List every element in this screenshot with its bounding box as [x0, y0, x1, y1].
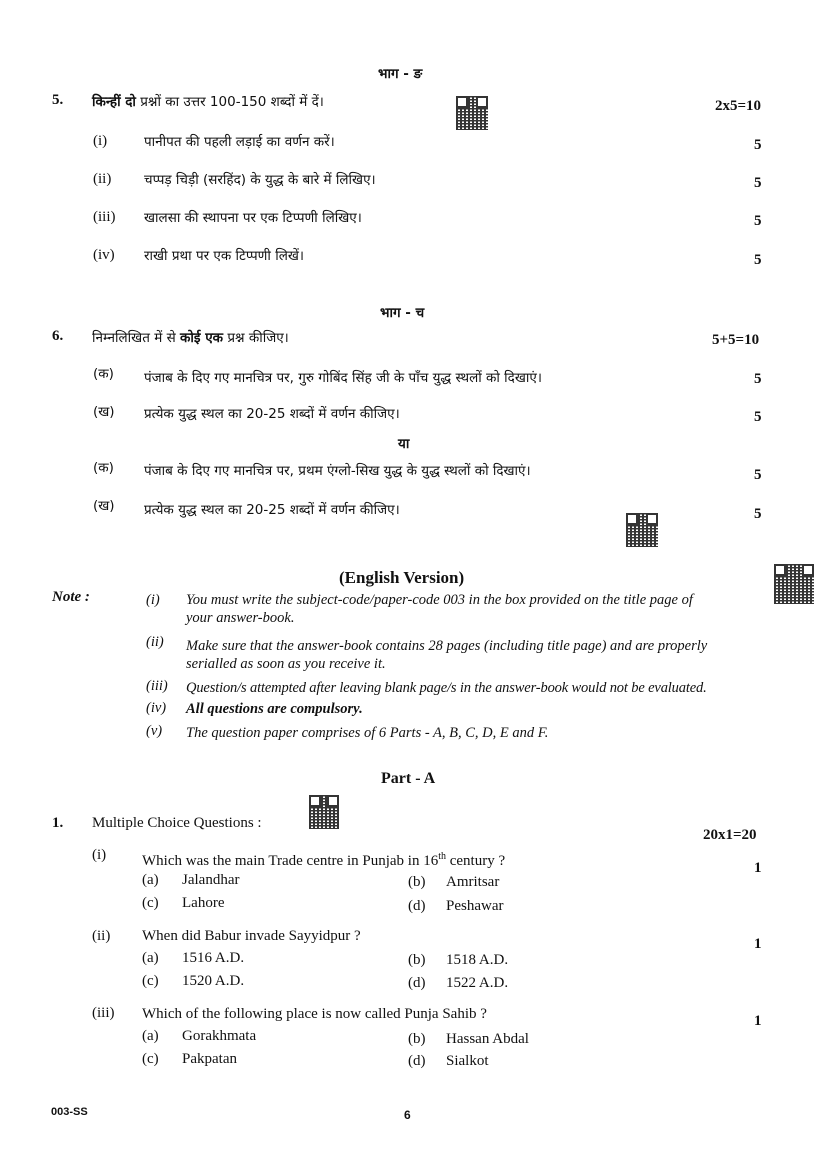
- note-label: Note :: [52, 589, 90, 605]
- question-number: 5.: [52, 92, 64, 108]
- mcq-text-end: century ?: [445, 853, 506, 869]
- option-text: Hassan Abdal: [446, 1031, 529, 1047]
- option-text: Sialkot: [446, 1053, 489, 1069]
- mcq-superscript: th: [438, 851, 446, 862]
- subquestion-text: चप्पड़ चिड़ी (सरहिंद) के युद्ध के बारे में लिखिए।: [144, 172, 376, 188]
- subquestion-marks: 5: [754, 213, 762, 229]
- question-emphasis: किन्हीं दो: [92, 94, 136, 110]
- note-text: serialled as soon as you receive it.: [186, 656, 386, 672]
- subquestion-marks: 5: [754, 252, 762, 268]
- subquestion-number: (क): [93, 460, 114, 476]
- option-label: (c): [142, 1051, 159, 1067]
- subquestion-marks: 5: [754, 467, 762, 483]
- note-number: (i): [146, 592, 160, 608]
- option-label: (a): [142, 872, 159, 888]
- option-label: (d): [408, 975, 426, 991]
- mcq-number: (iii): [92, 1005, 115, 1021]
- mcq-number: (ii): [92, 928, 111, 944]
- option-text: 1516 A.D.: [182, 950, 245, 966]
- note-text: Question/s attempted after leaving blank page/s in the answer-book would not be evaluated.: [186, 680, 707, 696]
- note-number: (ii): [146, 634, 164, 650]
- or-separator: या: [398, 436, 410, 452]
- subquestion-number: (क): [93, 366, 114, 382]
- question-text-rest: प्रश्नों का उत्तर 100-150 शब्दों में दें।: [135, 94, 324, 110]
- question-marks: 20x1=20: [703, 827, 757, 843]
- option-label: (d): [408, 898, 426, 914]
- option-label: (b): [408, 1031, 426, 1047]
- qr-code-icon: [456, 96, 488, 130]
- question-text: Multiple Choice Questions :: [92, 815, 262, 831]
- subquestion-number: (ख): [93, 404, 115, 420]
- subquestion-number: (iv): [93, 247, 115, 263]
- qr-code-icon: [626, 513, 658, 547]
- subquestion-text: पंजाब के दिए गए मानचित्र पर, प्रथम एंग्लो-सिख युद्ध के युद्ध स्थलों को दिखाएं।: [144, 463, 531, 479]
- note-number: (iii): [146, 678, 168, 694]
- option-text: Pakpatan: [182, 1051, 237, 1067]
- option-label: (b): [408, 952, 426, 968]
- page-number: 6: [404, 1108, 411, 1122]
- subquestion-text: पंजाब के दिए गए मानचित्र पर, गुरु गोबिंद सिंह जी के पाँच युद्ध स्थलों को दिखाएं।: [144, 370, 542, 386]
- mcq-text: When did Babur invade Sayyidpur ?: [142, 928, 361, 944]
- mcq-text: [142, 851, 505, 870]
- mcq-marks: 1: [754, 1013, 762, 1029]
- subquestion-text: प्रत्येक युद्ध स्थल का 20-25 शब्दों में वर्णन कीजिए।: [144, 502, 400, 518]
- question-number: 1.: [52, 815, 64, 831]
- mcq-text: Which of the following place is now called Punja Sahib ?: [142, 1006, 487, 1022]
- option-text: 1520 A.D.: [182, 973, 245, 989]
- subquestion-number: (ख): [93, 498, 115, 514]
- question-number: 6.: [52, 328, 64, 344]
- mcq-number: (i): [92, 847, 107, 863]
- note-text: Make sure that the answer-book contains 28 pages (including title page) and are properly: [186, 638, 708, 654]
- option-text: Gorakhmata: [182, 1028, 257, 1044]
- option-label: (c): [142, 973, 159, 989]
- note-text: The question paper comprises of 6 Parts - A, B, C, D, E and F.: [186, 725, 549, 741]
- subquestion-marks: 5: [754, 175, 762, 191]
- part-e-heading: भाग - ङ: [378, 66, 423, 82]
- option-text: Peshawar: [446, 898, 504, 914]
- question-marks: 2x5=10: [715, 98, 762, 114]
- question-text: [92, 92, 324, 110]
- option-label: (c): [142, 895, 159, 911]
- subquestion-marks: 5: [754, 137, 762, 153]
- qr-code-icon: [774, 564, 814, 604]
- mcq-text-main: Which was the main Trade centre in Punjab in 16: [142, 853, 439, 869]
- option-text: Jalandhar: [182, 872, 240, 888]
- note-text: You must write the subject-code/paper-code 003 in the box provided on the title page of: [186, 592, 693, 608]
- subquestion-text: प्रत्येक युद्ध स्थल का 20-25 शब्दों में वर्णन कीजिए।: [144, 406, 400, 422]
- subquestion-marks: 5: [754, 409, 762, 425]
- subquestion-marks: 5: [754, 371, 762, 387]
- option-label: (d): [408, 1053, 426, 1069]
- mcq-marks: 1: [754, 936, 762, 952]
- subquestion-text: पानीपत की पहली लड़ाई का वर्णन करें।: [144, 134, 335, 150]
- subquestion-text: खालसा की स्थापना पर एक टिप्पणी लिखिए।: [144, 210, 362, 226]
- option-text: 1518 A.D.: [446, 952, 509, 968]
- subquestion-number: (i): [93, 133, 108, 149]
- question-text-pre: निम्नलिखित में से: [92, 330, 180, 346]
- option-label: (b): [408, 874, 426, 890]
- part-a-heading: Part - A: [381, 770, 436, 787]
- note-number: (v): [146, 723, 163, 739]
- mcq-marks: 1: [754, 860, 762, 876]
- option-text: Amritsar: [446, 874, 500, 890]
- question-emphasis: कोई एक: [180, 330, 224, 346]
- note-text: your answer-book.: [186, 610, 295, 626]
- english-version-heading: (English Version): [339, 568, 465, 587]
- part-f-heading: भाग - च: [380, 305, 425, 321]
- option-text: Lahore: [182, 895, 225, 911]
- paper-code: 003-SS: [51, 1106, 88, 1118]
- qr-code-icon: [309, 795, 339, 829]
- question-text: [92, 328, 289, 346]
- note-text: All questions are compulsory.: [186, 701, 363, 717]
- option-label: (a): [142, 1028, 159, 1044]
- subquestion-text: राखी प्रथा पर एक टिप्पणी लिखें।: [144, 248, 305, 264]
- note-number: (iv): [146, 700, 167, 716]
- subquestion-number: (ii): [93, 171, 112, 187]
- question-text-post: प्रश्न कीजिए।: [223, 330, 289, 346]
- option-text: 1522 A.D.: [446, 975, 509, 991]
- subquestion-number: (iii): [93, 209, 116, 225]
- question-marks: 5+5=10: [712, 332, 760, 348]
- option-label: (a): [142, 950, 159, 966]
- subquestion-marks: 5: [754, 506, 762, 522]
